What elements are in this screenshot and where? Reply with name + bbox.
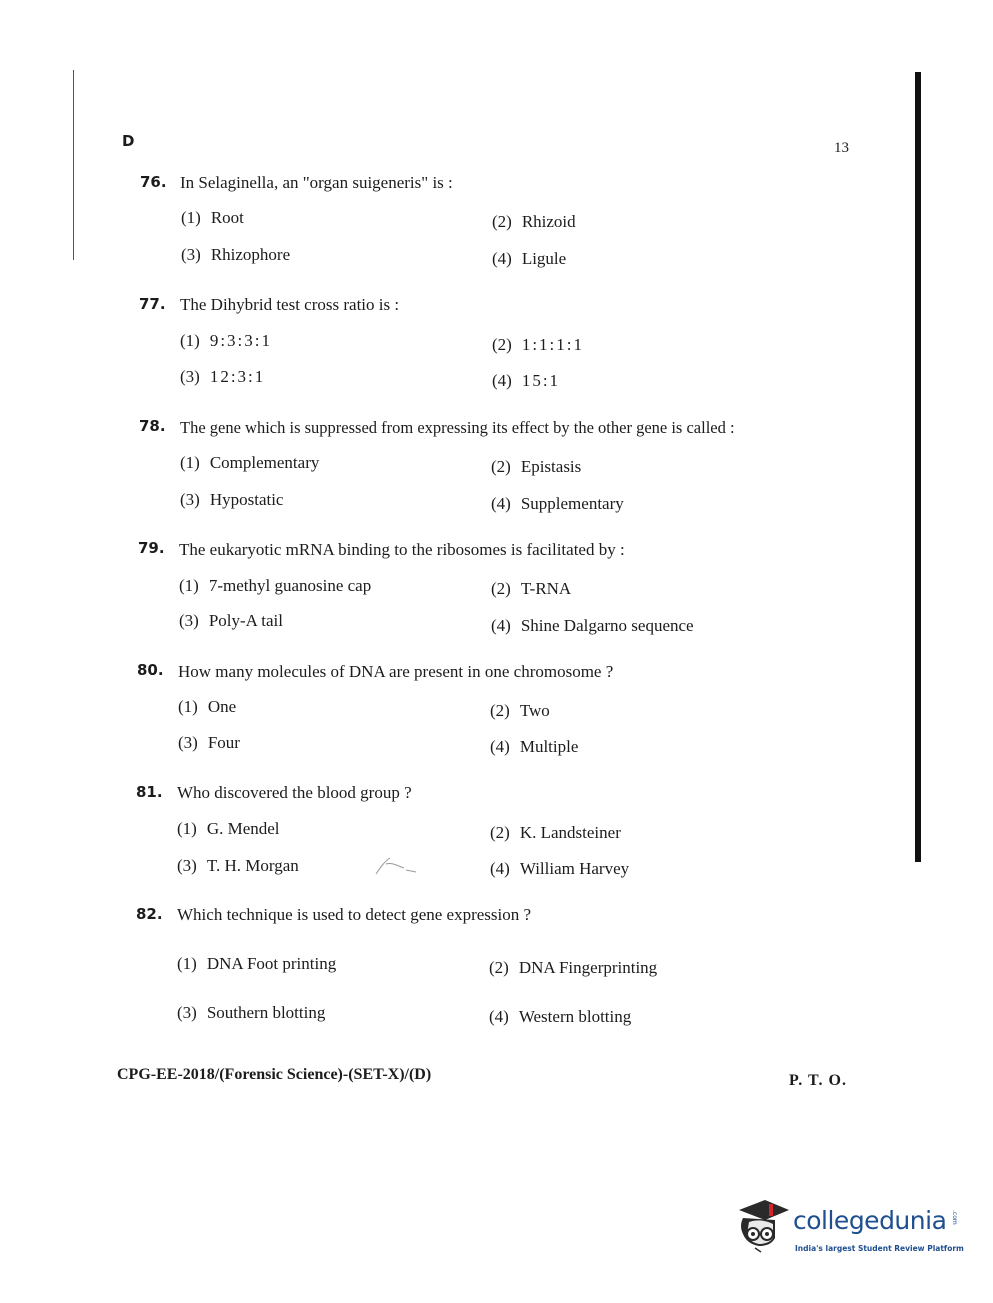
question-text: Which technique is used to detect gene expression ? (177, 905, 532, 924)
option-number: (3) (179, 611, 199, 630)
option-text: Hypostatic (209, 490, 284, 509)
option-text: 15:1 (521, 371, 561, 390)
option-2 (489, 958, 657, 978)
option-number: (4) (492, 371, 512, 390)
option-number: (1) (177, 954, 197, 973)
please-turn-over: P. T. O. (789, 1072, 847, 1089)
option-text: DNA Fingerprinting (518, 958, 658, 977)
option-text: William Harvey (519, 859, 630, 878)
question-number: 79. (138, 539, 165, 557)
collegedunia-logo (735, 1196, 965, 1266)
pencil-scribble (372, 852, 420, 878)
question-number: 80. (137, 661, 164, 679)
option-2 (492, 335, 584, 355)
option-4 (489, 1007, 631, 1027)
question-text: How many molecules of DNA are present in one chromosome ? (178, 662, 614, 681)
option-4 (490, 859, 629, 879)
option-text: Four (207, 733, 240, 752)
option-number: (4) (492, 249, 512, 268)
option-text: Ligule (521, 249, 567, 268)
option-number: (3) (180, 490, 200, 509)
option-4 (491, 616, 694, 636)
option-2 (491, 579, 571, 599)
scan-edge-right (915, 72, 921, 862)
logo-domain: .com (951, 1210, 958, 1225)
option-text: Root (210, 208, 244, 227)
option-3 (180, 490, 283, 510)
option-1 (181, 208, 244, 228)
option-text: Epistasis (520, 457, 582, 476)
question-text: The Dihybrid test cross ratio is : (180, 295, 400, 314)
option-number: (1) (181, 208, 201, 227)
option-text: K. Landsteiner (519, 823, 621, 842)
option-number: (1) (180, 453, 200, 472)
option-number: (3) (181, 245, 201, 264)
option-number: (2) (492, 212, 512, 231)
option-number: (4) (490, 859, 510, 878)
option-text: 7-methyl guanosine cap (208, 576, 372, 595)
option-text: 12:3:1 (209, 367, 266, 386)
option-text: Supplementary (520, 494, 624, 513)
option-1 (180, 331, 272, 351)
option-4 (492, 371, 560, 391)
question-number: 81. (136, 783, 163, 801)
question-text: Who discovered the blood group ? (177, 783, 412, 802)
option-1 (180, 453, 319, 473)
option-number: (1) (177, 819, 197, 838)
option-number: (3) (178, 733, 198, 752)
option-number: (4) (489, 1007, 509, 1026)
option-text: Multiple (519, 737, 579, 756)
page-number: 13 (834, 140, 849, 156)
option-2 (491, 457, 581, 477)
option-text: Shine Dalgarno sequence (520, 616, 694, 635)
question-number: 78. (139, 417, 166, 435)
option-3 (179, 611, 283, 631)
option-text: G. Mendel (206, 819, 280, 838)
option-number: (2) (490, 823, 510, 842)
option-3 (177, 856, 299, 876)
option-1 (178, 697, 236, 717)
option-number: (4) (491, 494, 511, 513)
option-text: T. H. Morgan (206, 856, 299, 875)
option-3 (180, 367, 265, 387)
option-number: (2) (489, 958, 509, 977)
option-text: DNA Foot printing (206, 954, 337, 973)
option-2 (490, 701, 550, 721)
option-number: (2) (490, 701, 510, 720)
option-text: Rhizophore (210, 245, 291, 264)
option-3 (178, 733, 240, 753)
option-1 (177, 819, 280, 839)
option-text: Rhizoid (521, 212, 576, 231)
option-text: Poly-A tail (208, 611, 283, 630)
option-number: (1) (180, 331, 200, 350)
option-3 (181, 245, 290, 265)
option-number: (1) (179, 576, 199, 595)
option-number: (2) (492, 335, 512, 354)
option-number: (4) (490, 737, 510, 756)
question-text: In Selaginella, an "organ suigeneris" is : (180, 173, 453, 192)
student-mascot-icon (735, 1196, 791, 1254)
option-number: (2) (491, 579, 511, 598)
option-number: (3) (177, 1003, 197, 1022)
option-number: (4) (491, 616, 511, 635)
option-4 (491, 494, 624, 514)
option-1 (179, 576, 371, 596)
option-text: Complementary (209, 453, 320, 472)
option-text: One (207, 697, 237, 716)
set-code: D (122, 132, 135, 150)
paper-code: CPG-EE-2018/(Forensic Science)-(SET-X)/(D) (117, 1066, 432, 1083)
option-text: T-RNA (520, 579, 572, 598)
option-text: Southern blotting (206, 1003, 326, 1022)
option-text: Western blotting (518, 1007, 632, 1026)
option-number: (3) (177, 856, 197, 875)
question-text: The gene which is suppressed from expressing its effect by the other gene is called : (180, 418, 735, 437)
option-3 (177, 1003, 325, 1023)
question-text: The eukaryotic mRNA binding to the ribosomes is facilitated by : (179, 540, 625, 559)
option-number: (1) (178, 697, 198, 716)
option-text: 1:1:1:1 (521, 335, 584, 354)
scan-edge-left (73, 70, 74, 260)
option-2 (492, 212, 576, 232)
option-1 (177, 954, 336, 974)
option-4 (492, 249, 566, 269)
option-text: 9:3:3:1 (209, 331, 272, 350)
option-number: (3) (180, 367, 200, 386)
option-number: (2) (491, 457, 511, 476)
logo-tagline: India's largest Student Review Platform (795, 1244, 964, 1253)
question-number: 77. (139, 295, 166, 313)
logo-brand: collegedunia (793, 1206, 947, 1235)
question-number: 82. (136, 905, 163, 923)
option-4 (490, 737, 578, 757)
question-number: 76. (140, 173, 167, 191)
option-text: Two (519, 701, 550, 720)
option-2 (490, 823, 621, 843)
